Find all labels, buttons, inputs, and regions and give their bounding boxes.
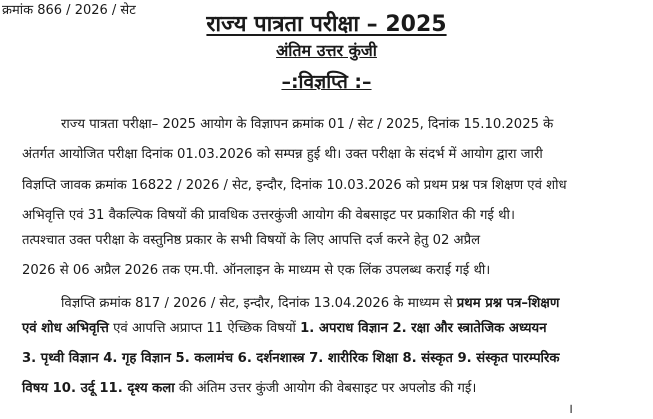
paragraph-1-line: अभिवृत्ति एवं 31 वैकल्पिक विषयों की प्रावधिक उत्तरकुंजी आयोग की वेबसाइट पर प्रकाशित की गई थी। xyxy=(22,208,515,223)
bold-text-span: एवं शोध अभिवृत्ति xyxy=(22,321,109,336)
text-span: विज्ञप्ति क्रमांक 817 / 2026 / सेट, इन्दौर, दिनांक 13.04.2026 के माध्यम से xyxy=(61,296,457,311)
page-title: राज्य पात्रता परीक्षा – 2025 xyxy=(206,12,447,37)
text-span: । xyxy=(568,402,573,417)
bold-text-span: 1. अपराध विज्ञान 2. रक्षा और स्त्रातेजिक अध्ययन xyxy=(300,321,547,336)
paragraph-1-line: राज्य पात्रता परीक्षा– 2025 आयोग के विज्ञापन क्रमांक 01 / सेट / 2025, दिनांक 15.10.2025 के xyxy=(61,117,554,132)
paragraph-3-line xyxy=(568,401,573,419)
paragraph-1-line: अंतर्गत आयोजित परीक्षा दिनांक 01.03.2026 को सम्पन्न हुई थी। उक्त परीक्षा के संदर्भ में आयोग द्वारा जारी xyxy=(22,147,543,162)
text-span: एवं आपत्ति अप्राप्त 11 ऐच्छिक विषयों xyxy=(108,321,301,336)
paragraph-3-line xyxy=(22,320,547,338)
paragraph-2-line: 2026 से 06 अप्रैल 2026 तक एम.पी. ऑनलाइन के माध्यम से एक लिंक उपलब्ध कराई गई थी। xyxy=(22,263,491,278)
reference-number: क्रमांक 866 / 2026 / सेट xyxy=(2,3,136,18)
bold-text-span: प्रथम प्रश्न पत्र–शिक्षण xyxy=(456,296,560,311)
bold-text-span: विषय 10. उर्दू 11. दृश्य कला xyxy=(22,381,175,396)
text-span: की अंतिम उत्तर कुंजी आयोग की वेबसाइट पर अपलोड की गई। xyxy=(174,381,477,396)
notice-heading: –:विज्ञप्ति :– xyxy=(281,71,372,93)
paragraph-3-line xyxy=(22,380,476,398)
page-subtitle: अंतिम उत्तर कुंजी xyxy=(276,41,377,60)
bold-text-span: 3. पृथ्वी विज्ञान 4. गृह विज्ञान 5. कलामंच 6. दर्शनशास्त्र 7. शारीरिक शिक्षा 8. संस्कृत 9. संस्कृत पारम्परिक xyxy=(22,351,560,366)
paragraph-2-line: तत्पश्चात उक्त परीक्षा के वस्तुनिष्ठ प्रकार के सभी विषयों के लिए आपत्ति दर्ज करने हेतु 02 अप्रैल xyxy=(22,233,481,248)
paragraph-3-line xyxy=(22,350,560,368)
paragraph-3-line xyxy=(61,295,559,313)
paragraph-1-line: विज्ञप्ति जावक क्रमांक 16822 / 2026 / सेट, इन्दौर, दिनांक 10.03.2026 को प्रथम प्रश्न पत्र शिक्षण एवं शोध xyxy=(22,178,567,193)
